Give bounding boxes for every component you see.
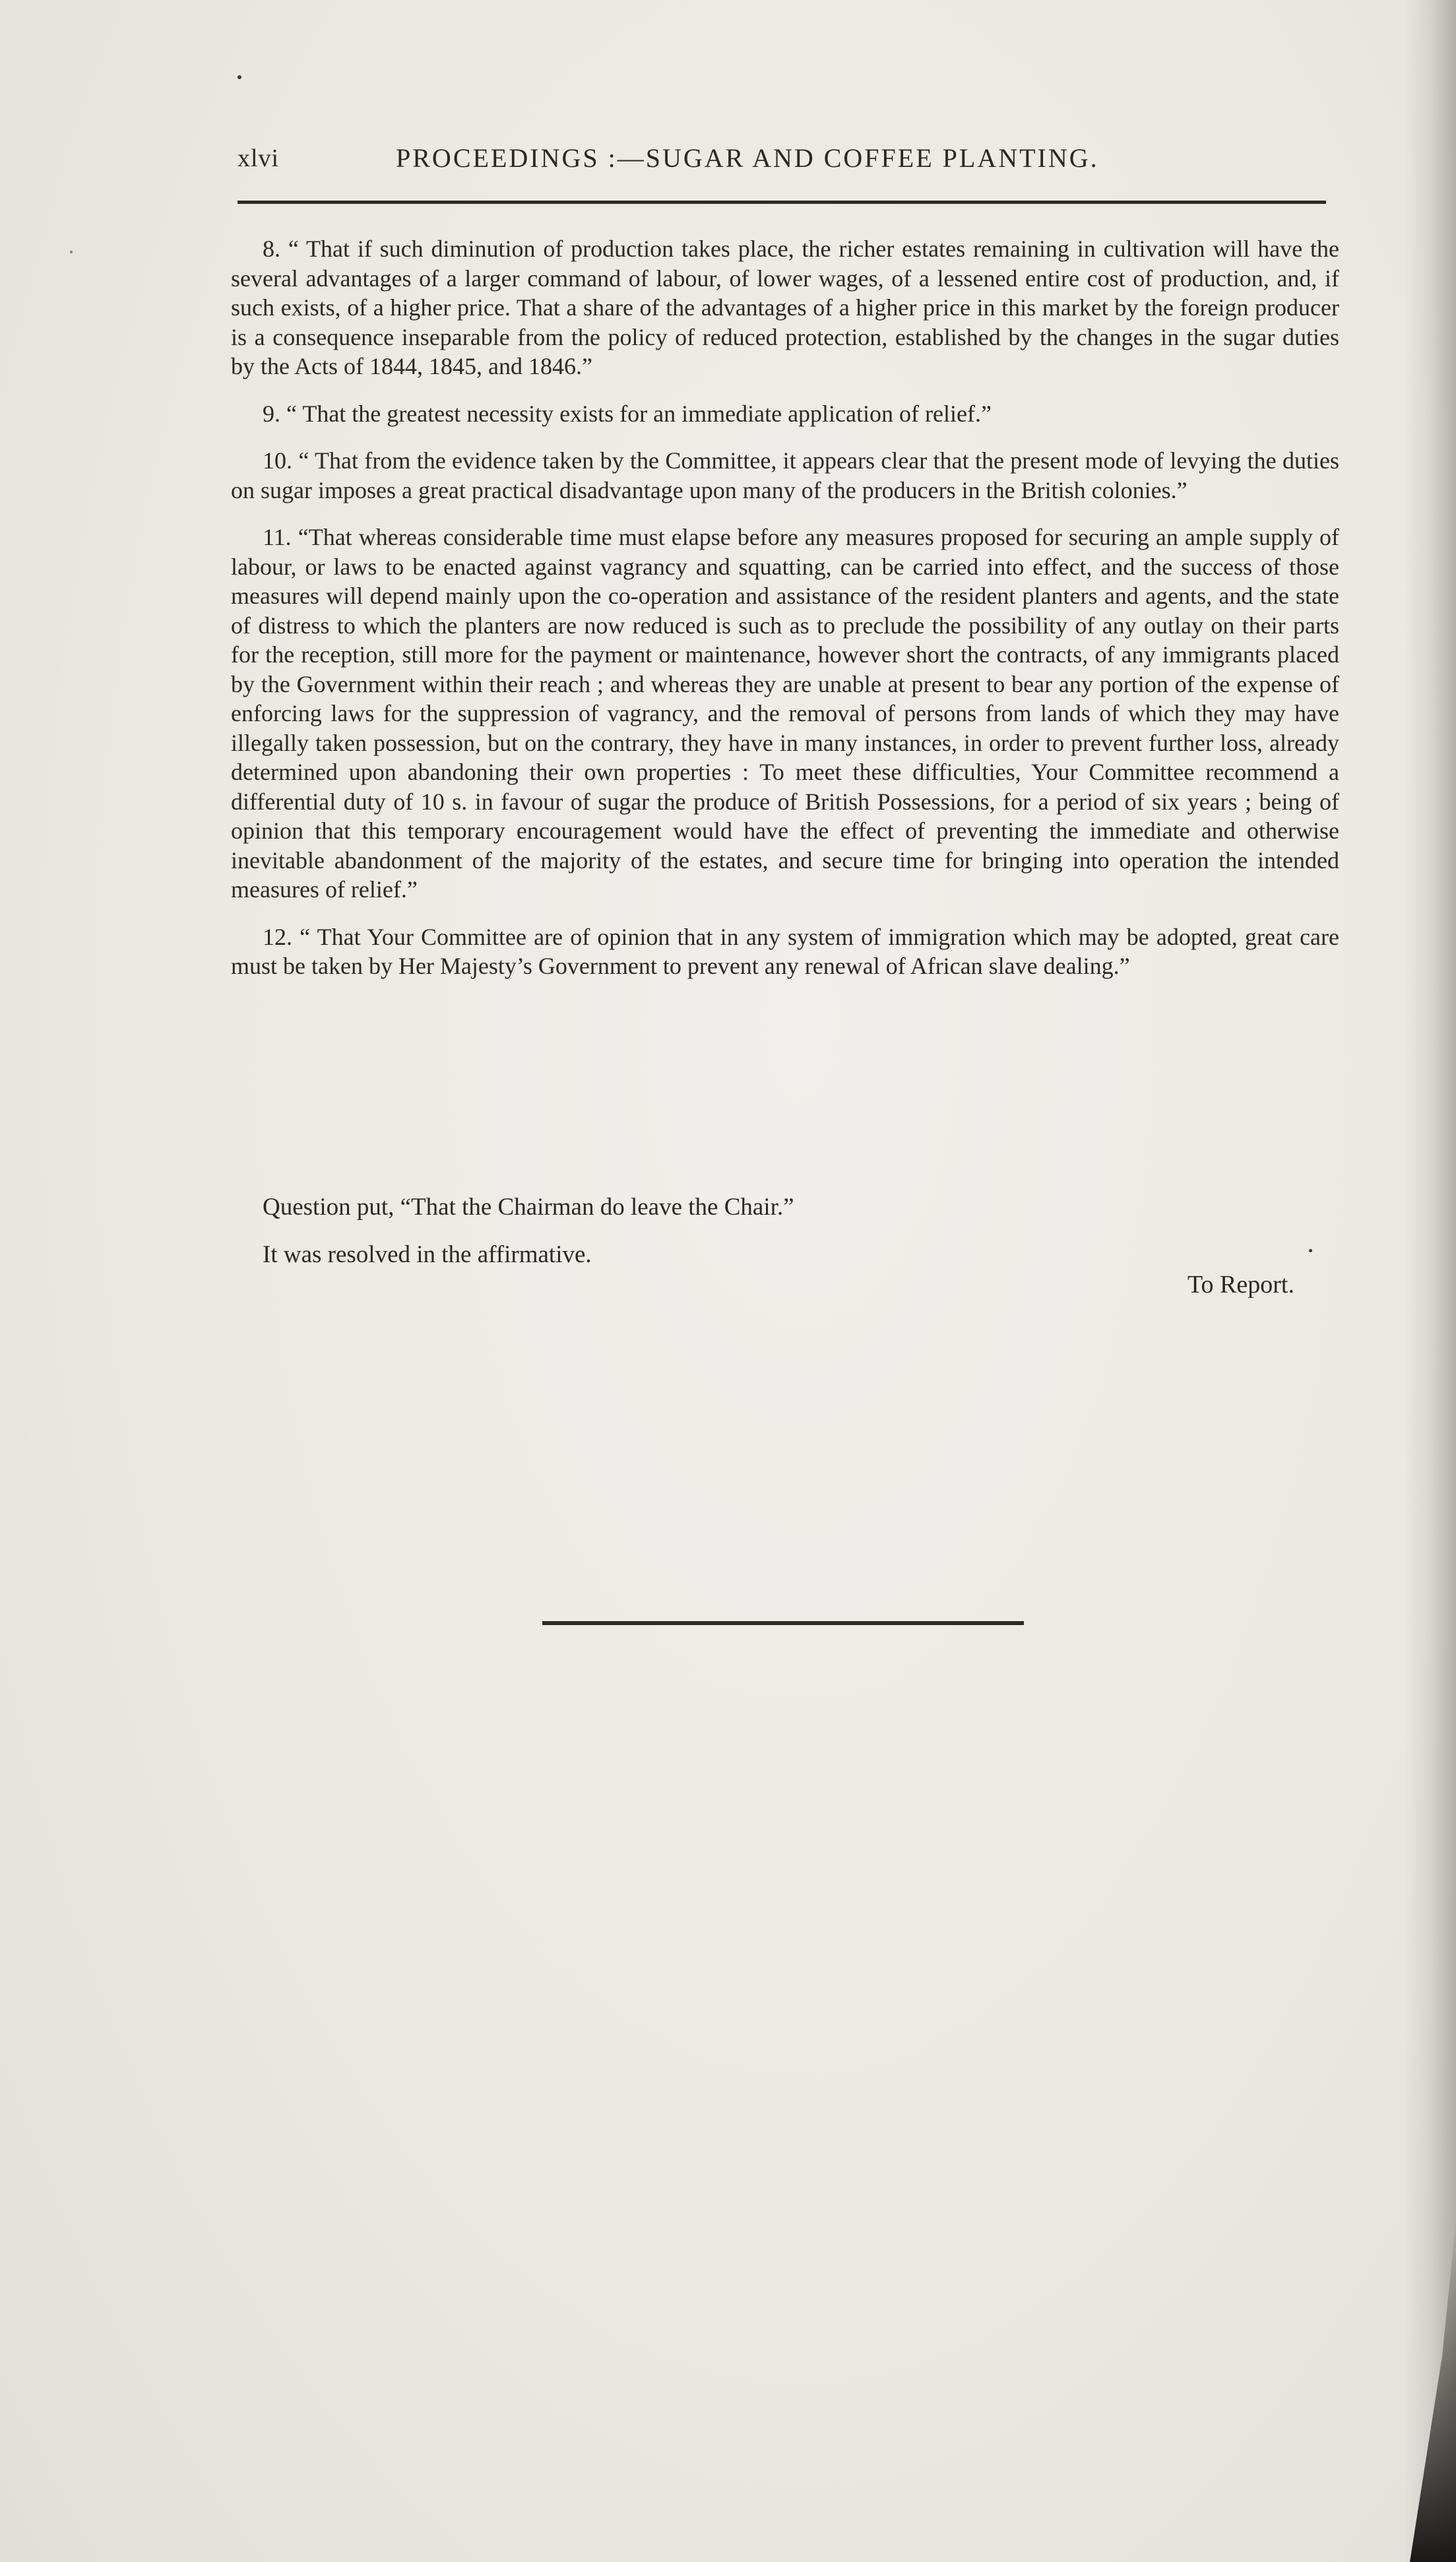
resolution-paragraph: 9. “ That the greatest necessity exists for an immediate application of relief.” — [263, 400, 992, 427]
running-title: PROCEEDINGS :—SUGAR AND COFFEE PLANTING. — [396, 143, 1099, 173]
ink-speck — [1309, 1249, 1312, 1252]
closing-note: To Report. — [1187, 1271, 1294, 1298]
resolution-paragraph: 10. “ That from the evidence taken by the Committee, it appears clear that the present mode of levying the duties on sugar imposes a great practical disadvantage upon many of the producers in the British colonies.” — [231, 447, 1339, 503]
page-number: xlvi — [237, 144, 280, 172]
resolutions-body — [231, 234, 1339, 999]
header-rule — [237, 201, 1326, 204]
question-put: Question put, “That the Chairman do leave the Chair.” — [263, 1194, 794, 1221]
binding-shadow — [1403, 0, 1456, 2562]
resolution-paragraph: 12. “ That Your Committee are of opinion that in any system of immigration which may be adopted, great care must be taken by Her Majesty’s Government to prevent any renewal of African slave dealing.” — [231, 923, 1339, 979]
ink-speck — [237, 75, 241, 79]
resolution-paragraph: 11. “That whereas considerable time must elapse before any measures proposed for securing an ample supply of labour, or laws to be enacted against vagrancy and squatting, can be carried into effect, and the success of those measures will depend mainly upon the co-operation and assistance of the resident planters and agents, and the state of distress to which the planters are now reduced is such as to preclude the possibility of any outlay on their parts for the reception, still more for the payment or maintenance, however short the contracts, of any immigrants placed by the Government within their reach ; and whereas they are unable at present to bear any portion of the expense of enforcing laws for the suppression of vagrancy, and the removal of persons from lands of which they may have illegally taken possession, but on the contrary, they have in many instances, in order to prevent further loss, already determined upon abandoning their own properties : To meet these difficulties, Your Committee recommend a differential duty of 10 s. in favour of sugar the produce of British Possessions, for a period of six years ; being of opinion that this temporary encouragement would have the effect of preventing the immediate and otherwise inevitable abandonment of the majority of the estates, and secure time for bringing into operation the intended measures of relief.” — [231, 524, 1339, 903]
resolution-paragraph: 8. “ That if such diminution of production takes place, the richer estates remaining in cultivation will have the several advantages of a larger command of labour, of lower wages, of a lessened entire cost of production, and, if such exists, of a higher price. That a share of the advantages of a higher price in this market by the foreign producer is a consequence inseparable from the policy of reduced protection, established by the changes in the sugar duties by the Acts of 1844, 1845, and 1846.” — [231, 236, 1339, 379]
page-header — [237, 144, 1326, 183]
ink-speck — [70, 251, 73, 253]
resolution-result: It was resolved in the affirmative. — [263, 1241, 592, 1268]
end-rule — [542, 1621, 1024, 1625]
